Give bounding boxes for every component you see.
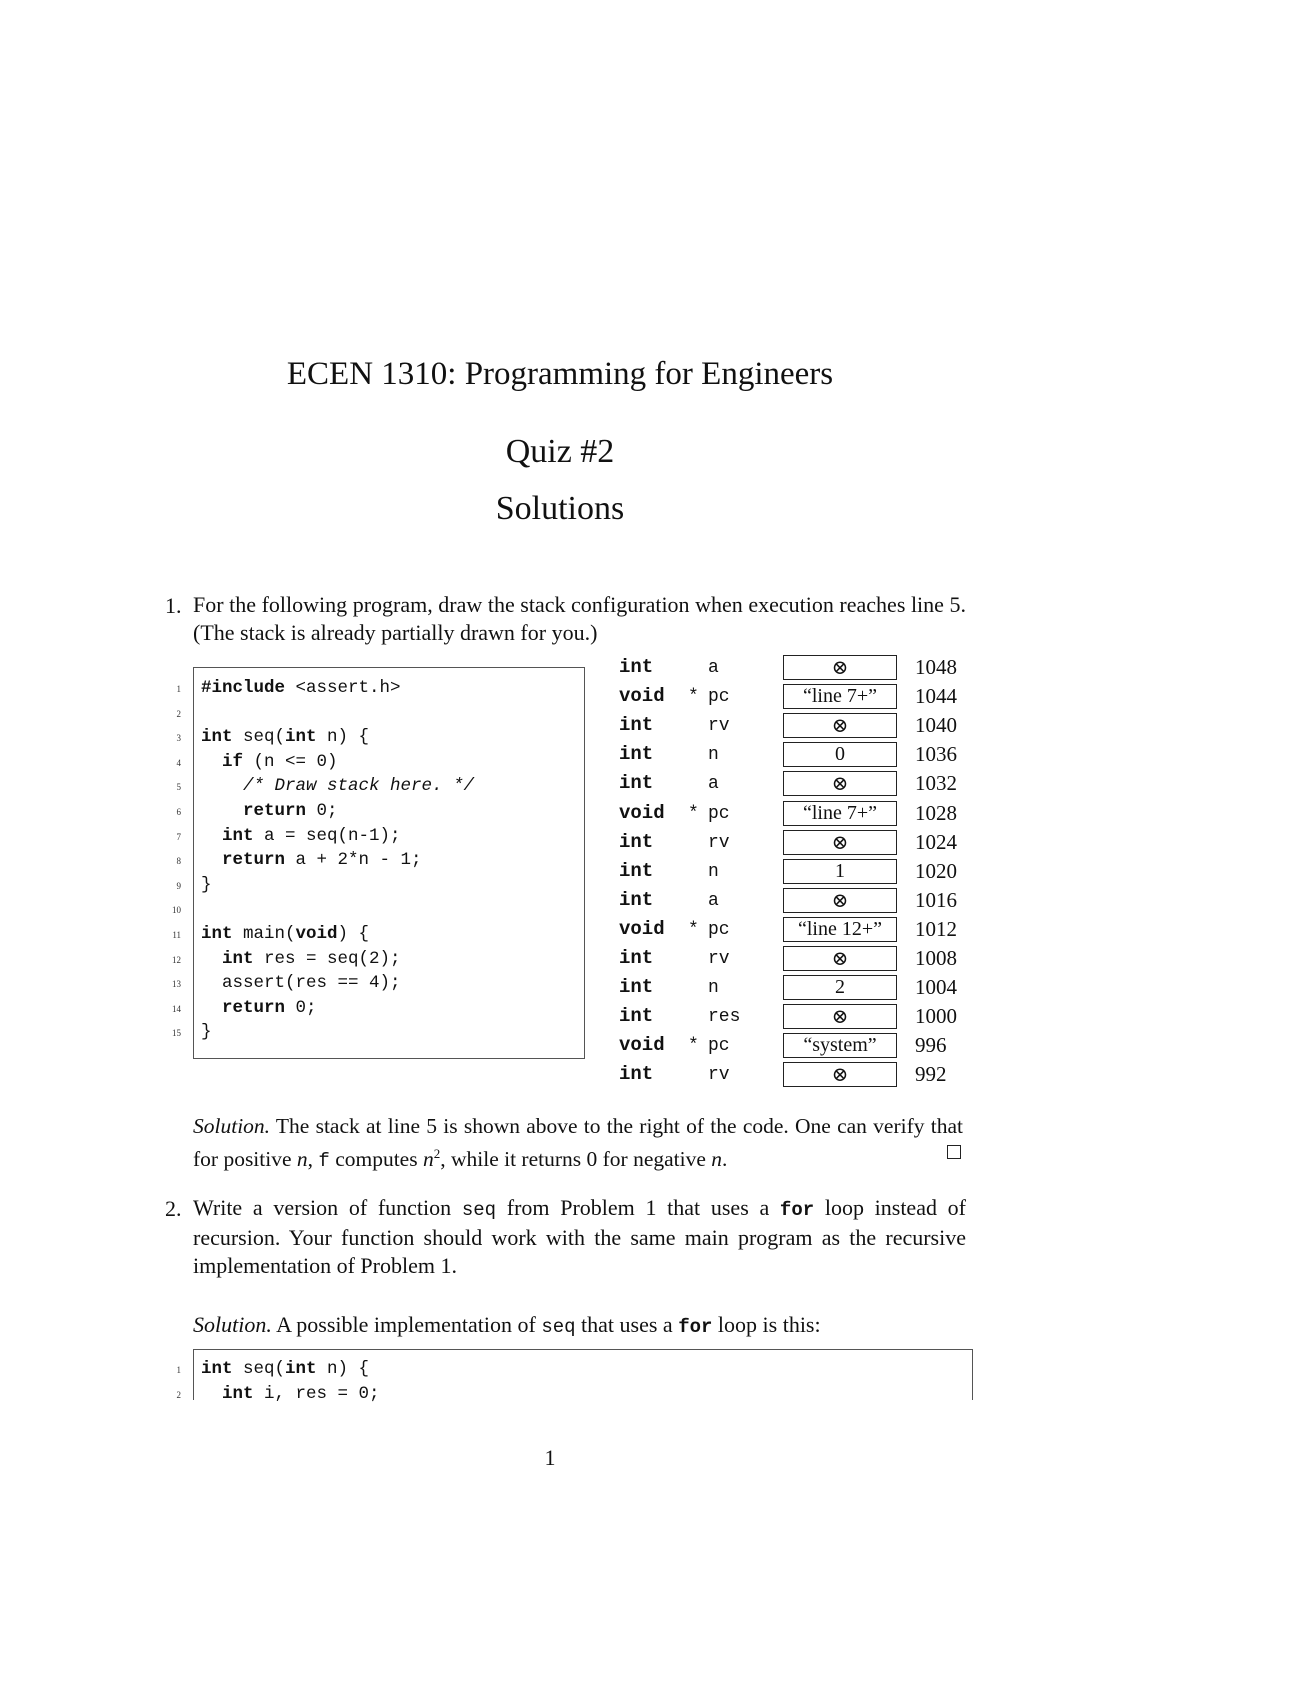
stack-address: 1032 — [915, 771, 957, 796]
stack-address: 1016 — [915, 887, 957, 912]
stack-type: void — [619, 917, 665, 940]
stack-type: int — [619, 714, 654, 737]
stack-var-name: pc — [708, 919, 730, 940]
line-number: 1 — [176, 684, 181, 694]
stack-address: 996 — [915, 1033, 947, 1058]
line-number: 14 — [172, 1003, 181, 1014]
stack-address: 1036 — [915, 742, 957, 767]
stack-pointer-star: * — [688, 1036, 699, 1057]
stack-type: int — [619, 1005, 654, 1028]
stack-var-name: pc — [708, 687, 730, 708]
line-number: 8 — [176, 856, 181, 867]
stack-type: int — [619, 830, 654, 853]
page-number: 1 — [544, 1445, 556, 1470]
line-number: 5 — [176, 782, 181, 793]
stack-var-name: n — [708, 978, 719, 999]
stack-cell: 0 — [783, 742, 897, 767]
line-number: 13 — [172, 979, 181, 990]
stack-var-name: res — [708, 1007, 741, 1028]
stack-pointer-star: * — [688, 687, 699, 708]
stack-address: 1008 — [915, 946, 957, 970]
solution-1-text: Solution. The stack at line 5 is shown above to the right of the code. One can verify that for positive n, f computes $n^2$, while it returns 0 for negative n. — [193, 1114, 963, 1173]
code-line: int seq(int n) { — [201, 1359, 370, 1379]
code-line: return 0; — [243, 801, 338, 821]
quiz-title: Quiz #2 — [505, 433, 615, 470]
stack-cell: ⊗ — [783, 771, 897, 796]
line-number: 1 — [176, 1365, 181, 1375]
solution-2-label: Solution. — [193, 1312, 272, 1337]
stack-address: 992 — [915, 1062, 947, 1087]
stack-cell: 1 — [783, 859, 897, 884]
stack-var-name: rv — [708, 949, 730, 969]
stack-type: int — [619, 947, 654, 969]
line-number: 6 — [176, 807, 181, 817]
solution-1-label: Solution. — [193, 1114, 271, 1138]
code-line: int res = seq(2); — [222, 948, 401, 969]
code-line: int seq(int n) { — [201, 727, 370, 748]
stack-var-name: rv — [708, 1065, 730, 1086]
stack-var-name: a — [708, 774, 719, 795]
stack-var-name: pc — [708, 803, 730, 824]
code-line: int main(void) { — [201, 924, 370, 944]
code-line: return a + 2*n - 1; — [222, 850, 422, 871]
stack-cell: “system” — [783, 1033, 897, 1058]
line-number: 4 — [176, 757, 181, 768]
code-line: #include <assert.h> — [201, 678, 401, 698]
stack-var-name: n — [708, 861, 719, 882]
stack-cell: “line 7+” — [783, 801, 897, 826]
stack-pointer-star: * — [688, 919, 699, 940]
code-line: if (n <= 0) — [222, 751, 338, 772]
code-line: int a = seq(n-1); — [222, 825, 401, 846]
stack-cell: ⊗ — [783, 713, 897, 738]
stack-address: 1028 — [915, 800, 957, 825]
stack-var-name: n — [708, 745, 719, 766]
line-number: 3 — [176, 733, 181, 744]
code-line: /* Draw stack here. */ — [243, 776, 475, 797]
stack-address: 1048 — [915, 655, 957, 679]
code-line: return 0; — [222, 997, 317, 1018]
stack-type: int — [619, 888, 654, 911]
stack-address: 1020 — [915, 858, 957, 883]
stack-cell: “line 7+” — [783, 684, 897, 709]
code-line: } — [201, 874, 212, 895]
stack-cell: 2 — [783, 975, 897, 1000]
line-number: 2 — [176, 708, 181, 719]
solutions-title: Solutions — [495, 490, 625, 527]
stack-address: 1000 — [915, 1004, 957, 1029]
problem-2-number: 2. — [165, 1196, 182, 1221]
line-number: 11 — [172, 930, 181, 940]
stack-type: int — [619, 656, 654, 678]
stack-type: int — [619, 1063, 654, 1086]
qed-box — [947, 1145, 961, 1159]
stack-pointer-star: * — [688, 803, 699, 824]
stack-address: 1012 — [915, 916, 957, 941]
stack-type: int — [619, 772, 654, 795]
code-line: int i, res = 0; — [222, 1383, 380, 1404]
code-line: } — [201, 1022, 212, 1043]
stack-address: 1040 — [915, 713, 957, 738]
stack-cell: “line 12+” — [783, 917, 897, 942]
line-number: 10 — [172, 905, 181, 916]
problem-2-text: Write a version of function seq from Problem 1 that uses a for loop instead of recursion. Your function should work with the same main program as the recursive implementation of Problem 1. — [193, 1195, 966, 1278]
line-number: 2 — [176, 1389, 181, 1400]
problem-1-number: 1. — [165, 593, 182, 618]
stack-var-name: pc — [708, 1036, 730, 1057]
stack-address: 1044 — [915, 684, 957, 709]
stack-type: void — [619, 685, 665, 708]
stack-cell: ⊗ — [783, 946, 897, 971]
course-title: ECEN 1310: Programming for Engineers — [286, 356, 834, 392]
stack-address: 1004 — [915, 975, 957, 1000]
stack-var-name: rv — [708, 716, 730, 737]
stack-type: int — [619, 976, 654, 999]
stack-var-name: a — [708, 658, 719, 678]
stack-cell: ⊗ — [783, 655, 897, 680]
stack-address: 1024 — [915, 829, 957, 854]
stack-var-name: a — [708, 890, 719, 911]
stack-cell: ⊗ — [783, 1004, 897, 1029]
stack-type: void — [619, 1034, 665, 1057]
line-number: 7 — [176, 831, 181, 842]
line-number: 12 — [172, 954, 181, 965]
stack-var-name: rv — [708, 832, 730, 853]
stack-cell: ⊗ — [783, 830, 897, 855]
stack-type: void — [619, 801, 665, 824]
stack-type: int — [619, 859, 654, 882]
stack-cell: ⊗ — [783, 1062, 897, 1087]
problem-1-text: For the following program, draw the stack configuration when execution reaches line 5. (The stack is already partially drawn for you.) — [193, 592, 966, 645]
line-number: 15 — [172, 1028, 181, 1039]
code-line: assert(res == 4); — [201, 973, 401, 994]
stack-type: int — [619, 743, 654, 766]
line-number: 9 — [176, 880, 181, 891]
stack-cell: ⊗ — [783, 888, 897, 913]
solution-2-text: Solution. A possible implementation of seq that uses a for loop is this: — [193, 1312, 821, 1338]
